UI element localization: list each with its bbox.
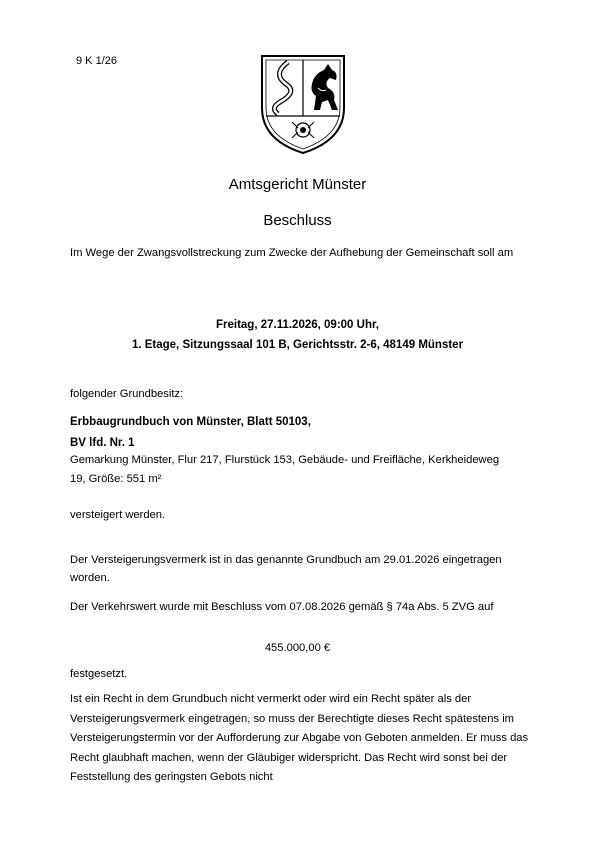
verkehrswert-paragraph: Der Verkehrswert wurde mit Beschluss vom 07.08.2026 gemäß § 74a Abs. 5 ZVG auf	[70, 601, 494, 613]
court-name: Amtsgericht Münster	[228, 176, 367, 193]
coat-of-arms-seal	[258, 52, 348, 156]
grundbuch-line-2: BV lfd. Nr. 1	[70, 437, 135, 449]
document-title: Beschluss	[263, 212, 332, 229]
grundbuch-line-1: Erbbaugrundbuch von Münster, Blatt 50103,	[70, 416, 311, 428]
hearing-datetime: Freitag, 27.11.2026, 09:00 Uhr,	[215, 319, 380, 331]
verkehrswert-amount: 455.000,00 €	[264, 642, 331, 654]
grundbuch-reference	[70, 412, 311, 454]
versteigert-text: versteigert werden.	[70, 509, 166, 521]
hearing-details	[0, 315, 595, 355]
gemarkung-description: Gemarkung Münster, Flur 217, Flurstück 153, Gebäude- und Freifläche, Kerkheideweg 19, Größe: 551 m²	[70, 454, 500, 485]
grundbesitz-label: folgender Grundbesitz:	[70, 388, 184, 400]
intro-paragraph: Im Wege der Zwangsvollstreckung zum Zwecke der Aufhebung der Gemeinschaft soll am	[70, 247, 514, 259]
festgesetzt-text: festgesetzt.	[70, 668, 128, 680]
hearing-location: 1. Etage, Sitzungssaal 101 B, Gerichtsstr. 2-6, 48149 Münster	[131, 339, 464, 351]
recht-paragraph: Ist ein Recht in dem Grundbuch nicht vermerkt oder wird ein Recht später als der Versteigerungsvermerk eingetragen, so muss der Berechtigte dieses Recht spätestens im Versteigerungstermin vor der Aufforderung zur Abgabe von Geboten anmelden. Er muss das Recht glaubhaft machen, wenn der Gläubiger widerspricht. Das Recht wird sonst bei der Feststellung des geringsten Gebots nicht	[70, 693, 529, 783]
vermerk-paragraph: Der Versteigerungsvermerk ist in das genannte Grundbuch am 29.01.2026 eingetragen worden.	[70, 554, 502, 584]
aktenzeichen: 9 K 1/26	[76, 55, 117, 67]
